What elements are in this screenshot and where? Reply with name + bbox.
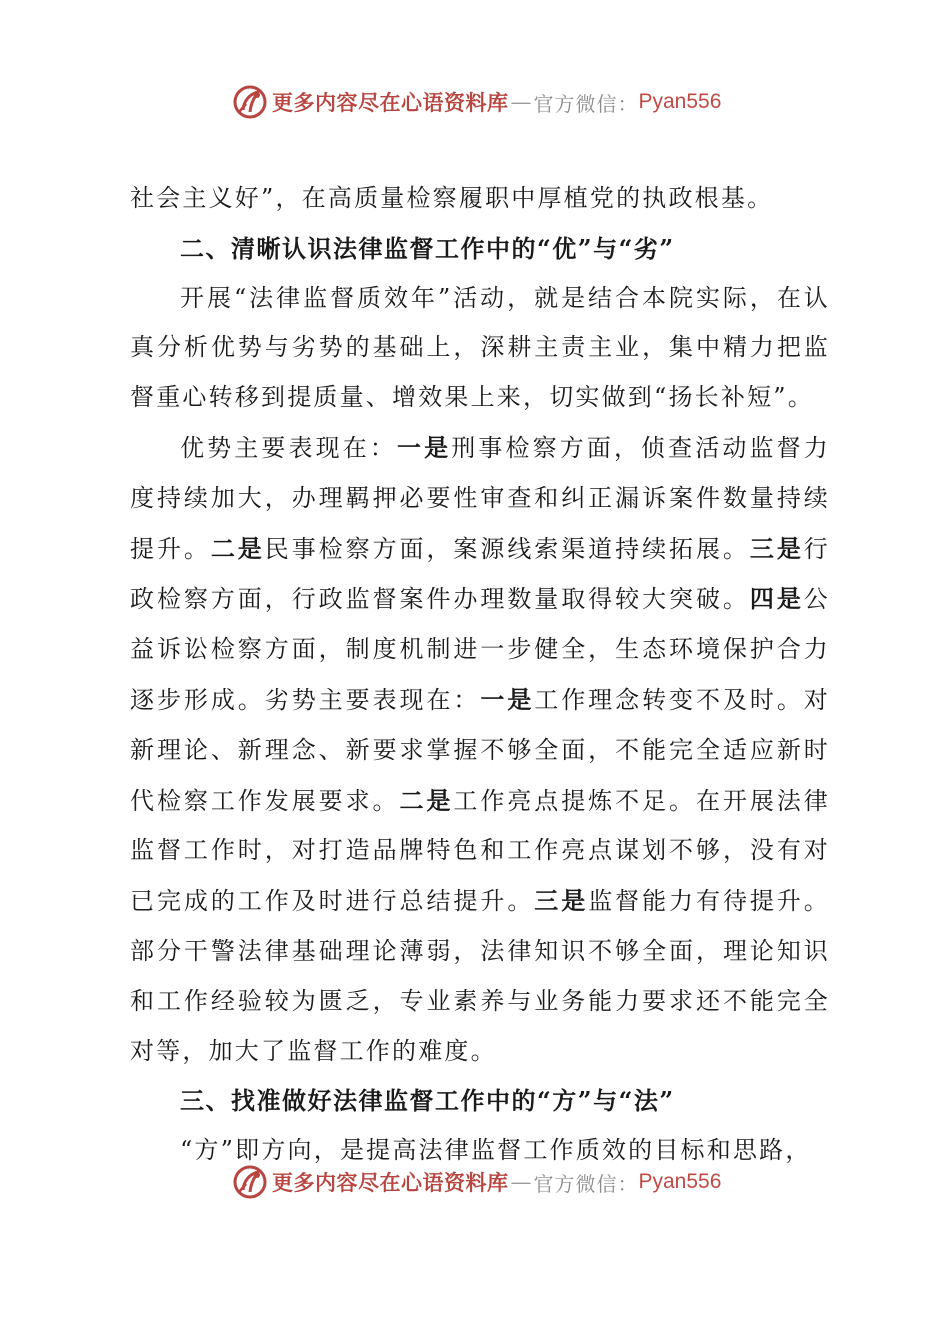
keyword-bold: 二是 [210,533,265,563]
section-heading-2: 二、清晰认识法律监督工作中的“优”与“劣” [180,233,675,263]
text-run: 刑事检察方面，侦查活动监督力度持续加大，办理羁押必要性审查和纠正漏诉案件数量持续提升。 [130,433,830,563]
text-run: 监督能力有待提升。部分干警法律基础理论薄弱，法律知识不够全面，理论知识和工作经验较为匮乏，专业素养与业务能力要求还不能完全对等，加大了监督工作的难度。 [130,887,830,1065]
paragraph-continuation: 社会主义好”，在高质量检察履职中厚植党的执政根基。 [130,184,774,212]
keyword-bold: 三是 [534,886,589,916]
keyword-bold: 三是 [749,533,804,563]
paragraph-strengths-weaknesses [130,423,830,1076]
text-run: 工作理念转变不及时。对新理论、新理念、新要求掌握不够全面，不能完全适应新时代检察工作发展要求。 [130,685,830,815]
watermark-wechat-id: Pyan556 [638,90,722,113]
brand-logo-icon [230,82,270,122]
keyword-bold: 一是 [480,684,535,714]
paragraph-direction: “方”即方向，是提高法律监督工作质效的目标和思路， [180,1136,812,1165]
section-heading-3: 三、找准做好法律监督工作中的“方”与“法” [180,1086,675,1116]
paragraph-intro: 开展“法律监督质效年”活动，就是结合本院实际，在认真分析优势与劣势的基础上，深耕主责主业，集中精力把监督重心转移到提质量、增效果上来，切实做到“扬长补短”。 [130,283,830,412]
keyword-bold: 一是 [396,432,452,462]
watermark-dash: — [510,1170,532,1194]
text-run: 工作亮点提炼不足。在开展法律监督工作时，对打造品牌特色和工作亮点谋划不够，没有对已完成的工作及时进行总结提升。 [130,786,830,916]
keyword-bold: 二是 [399,785,454,815]
watermark-dash: — [510,90,532,114]
watermark-wechat-id: Pyan556 [638,1170,722,1193]
watermark-wechat-label: 官方微信： [533,91,639,116]
watermark-brand: 更多内容尽在心语资料库 [272,90,509,115]
text-run: 优势主要表现在： [180,433,397,462]
document-body [130,174,830,1176]
watermark-brand: 更多内容尽在心语资料库 [272,1170,509,1195]
watermark-banner-top [230,82,721,122]
text-run: 民事检察方面，案源线索渠道持续拓展。 [264,534,750,563]
watermark-banner-bottom [230,1162,721,1202]
text-run: 行政检察方面，行政监督案件办理数量取得较大突破。 [130,534,830,614]
brand-logo-icon [230,1162,270,1202]
text-run: 公益诉讼检察方面，制度机制进一步健全，生态环境保护合力逐步形成。劣势主要表现在： [130,585,830,714]
keyword-bold: 四是 [749,584,804,614]
watermark-wechat-label: 官方微信： [533,1171,639,1196]
